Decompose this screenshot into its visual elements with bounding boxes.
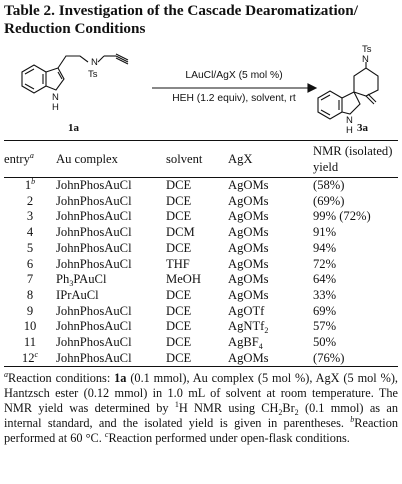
header-solvent: solvent	[166, 141, 228, 178]
footnote-nmr-isotope: 1	[174, 400, 179, 410]
footnote-b-text: Reaction performed at 60 °C.	[4, 416, 398, 446]
cell-solvent: DCE	[166, 319, 192, 334]
cell-entry: 11	[23, 335, 37, 350]
table-footnotes	[4, 371, 398, 446]
table-row	[4, 257, 398, 273]
cell-au-complex: JohnPhosAuCl	[56, 193, 132, 208]
product-piperidine-ring	[354, 68, 378, 96]
cell-yield: (58%)	[313, 178, 345, 192]
cell-au-complex: JohnPhosAuCl	[56, 335, 132, 350]
cell-solvent: MeOH	[166, 272, 201, 287]
product-N-atom: N	[362, 54, 369, 65]
cell-solvent: DCE	[166, 193, 192, 208]
cell-entry: 7	[26, 272, 34, 287]
cell-au-complex: JohnPhosAuCl	[56, 178, 132, 192]
table-row	[4, 335, 398, 351]
sm-label: 1a	[68, 122, 79, 134]
table-row	[4, 241, 398, 257]
cell-solvent: THF	[166, 256, 190, 271]
cell-agx: AgOTf	[228, 303, 265, 318]
product-NH-atom: N	[346, 115, 353, 126]
footnote-c-text: Reaction performed under open-flask conditions.	[108, 431, 350, 446]
table-row	[4, 304, 398, 320]
cell-yield: 57%	[313, 319, 337, 334]
cell-solvent: DCE	[166, 351, 228, 367]
cell-agx: AgOMs	[228, 193, 269, 208]
cell-yield: 69%	[313, 303, 337, 318]
table-row	[4, 225, 398, 241]
cell-solvent: DCE	[166, 303, 192, 318]
cell-au-complex: JohnPhosAuCl	[56, 351, 166, 367]
cell-au-complex: JohnPhosAuCl	[56, 319, 132, 334]
header-agx: AgX	[228, 141, 313, 178]
cell-agx: AgOMs	[228, 287, 269, 302]
cell-solvent: DCE	[166, 209, 192, 224]
cell-entry: 3	[26, 209, 34, 224]
cell-entry: 6	[26, 256, 34, 271]
cell-yield: 33%	[313, 287, 337, 302]
table-row	[4, 178, 398, 194]
cell-agx: AgOMs	[228, 240, 269, 255]
cell-au-complex: JohnPhosAuCl	[56, 240, 132, 255]
cell-entry: 8	[26, 287, 34, 302]
cell-agx: AgOMs	[228, 209, 269, 224]
table-row	[4, 194, 398, 210]
sm-pyrrole-ring	[46, 68, 64, 90]
footnote-a-text-4: Br	[282, 401, 295, 416]
cell-entry: 2	[26, 193, 34, 208]
footnote-b-mark: b	[350, 415, 355, 425]
product-Ts-group: Ts	[362, 44, 372, 55]
cell-agx: AgOMs	[228, 178, 269, 192]
footnote-a-text-1: Reaction conditions:	[8, 371, 115, 385]
reaction-scheme-drawing	[0, 40, 402, 140]
header-yield: NMR (isolated) yield	[313, 141, 398, 178]
footnote-a-compound: 1a	[114, 371, 127, 385]
cell-yield: (69%)	[313, 193, 345, 208]
footnote-sub-2: 2	[294, 408, 299, 418]
sm-H-atom: H	[52, 102, 59, 113]
table-row	[4, 351, 398, 367]
footnote-a-text-3: H NMR using CH	[178, 401, 279, 416]
reagent-bottom: HEH (1.2 equiv), solvent, rt	[172, 93, 296, 104]
footnote-c-mark: c	[104, 430, 109, 440]
header-au-complex: Au complex	[56, 141, 166, 178]
table-title: Table 2. Investigation of the Cascade Dearomatization/ Reduction Conditions	[4, 2, 358, 37]
cell-entry: 4	[26, 225, 34, 240]
cell-entry: 9	[26, 303, 34, 318]
cell-yield: (76%)	[313, 351, 398, 367]
cell-yield: 72%	[313, 256, 337, 271]
sm-Ts-group: Ts	[88, 69, 98, 80]
cell-solvent: DCM	[166, 225, 195, 240]
cell-au-complex: JohnPhosAuCl	[56, 303, 132, 318]
cell-entry: 12$^c$	[4, 351, 56, 367]
cell-au-complex: JohnPhosAuCl	[56, 209, 132, 224]
footnote-sub-1: 2	[278, 408, 283, 418]
cell-solvent: DCE	[166, 335, 192, 350]
table-row	[4, 319, 398, 335]
product-label: 3a	[357, 122, 368, 134]
table-row	[4, 288, 398, 304]
footnote-a-mark: a	[4, 370, 8, 379]
product-indoline-ring	[342, 92, 360, 114]
table-row	[4, 272, 398, 288]
cell-au-complex: $Ph_3PAuCl$	[56, 272, 107, 289]
cell-yield: 99% (72%)	[313, 209, 371, 224]
cell-agx: AgOMs	[228, 256, 269, 271]
cell-solvent: DCE	[166, 287, 192, 302]
cell-yield: 91%	[313, 225, 337, 240]
product-H-atom: H	[346, 125, 353, 136]
cell-au-complex: JohnPhosAuCl	[56, 225, 132, 240]
cell-entry: 10	[23, 319, 37, 334]
table-row	[4, 209, 398, 225]
cell-au-complex: IPrAuCl	[56, 287, 99, 302]
footnote-a-text-2: (0.1 mmol), Au complex (5 mol %), AgX (5 mol %), Hantzsch ester (0.12 mmol) in 1.0 mL of solvent at room temperature. The NMR yield was determined by	[4, 371, 398, 416]
cell-agx: AgOMs	[228, 272, 269, 287]
cell-agx: AgBF$_4$	[228, 335, 263, 352]
sm-N-atom: N	[91, 57, 98, 68]
cell-agx: AgOMs	[228, 351, 313, 367]
cell-agx: AgNTf$_2$	[228, 319, 269, 336]
cell-yield: 94%	[313, 240, 337, 255]
footnote-a-text-5: (0.1 mmol) as an internal standard, and the isolated yield is given in parentheses.	[4, 401, 398, 431]
sm-NH-atom: N	[52, 92, 59, 103]
cell-solvent: DCE	[166, 178, 192, 192]
cell-au-complex: JohnPhosAuCl	[56, 256, 132, 271]
reagent-top: LAuCl/AgX (5 mol %)	[185, 70, 283, 81]
cell-yield: 50%	[313, 335, 337, 350]
cell-solvent: DCE	[166, 240, 192, 255]
cell-agx: AgOMs	[228, 225, 269, 240]
table-body	[4, 178, 398, 367]
cell-entry: 1$^b$	[24, 177, 36, 192]
cell-yield: 64%	[313, 272, 337, 287]
cell-entry: 5	[26, 240, 34, 255]
conditions-table	[4, 140, 398, 367]
reaction-scheme	[0, 40, 402, 140]
table-header-row	[4, 141, 398, 178]
header-entry: entry$^a$	[4, 141, 56, 178]
